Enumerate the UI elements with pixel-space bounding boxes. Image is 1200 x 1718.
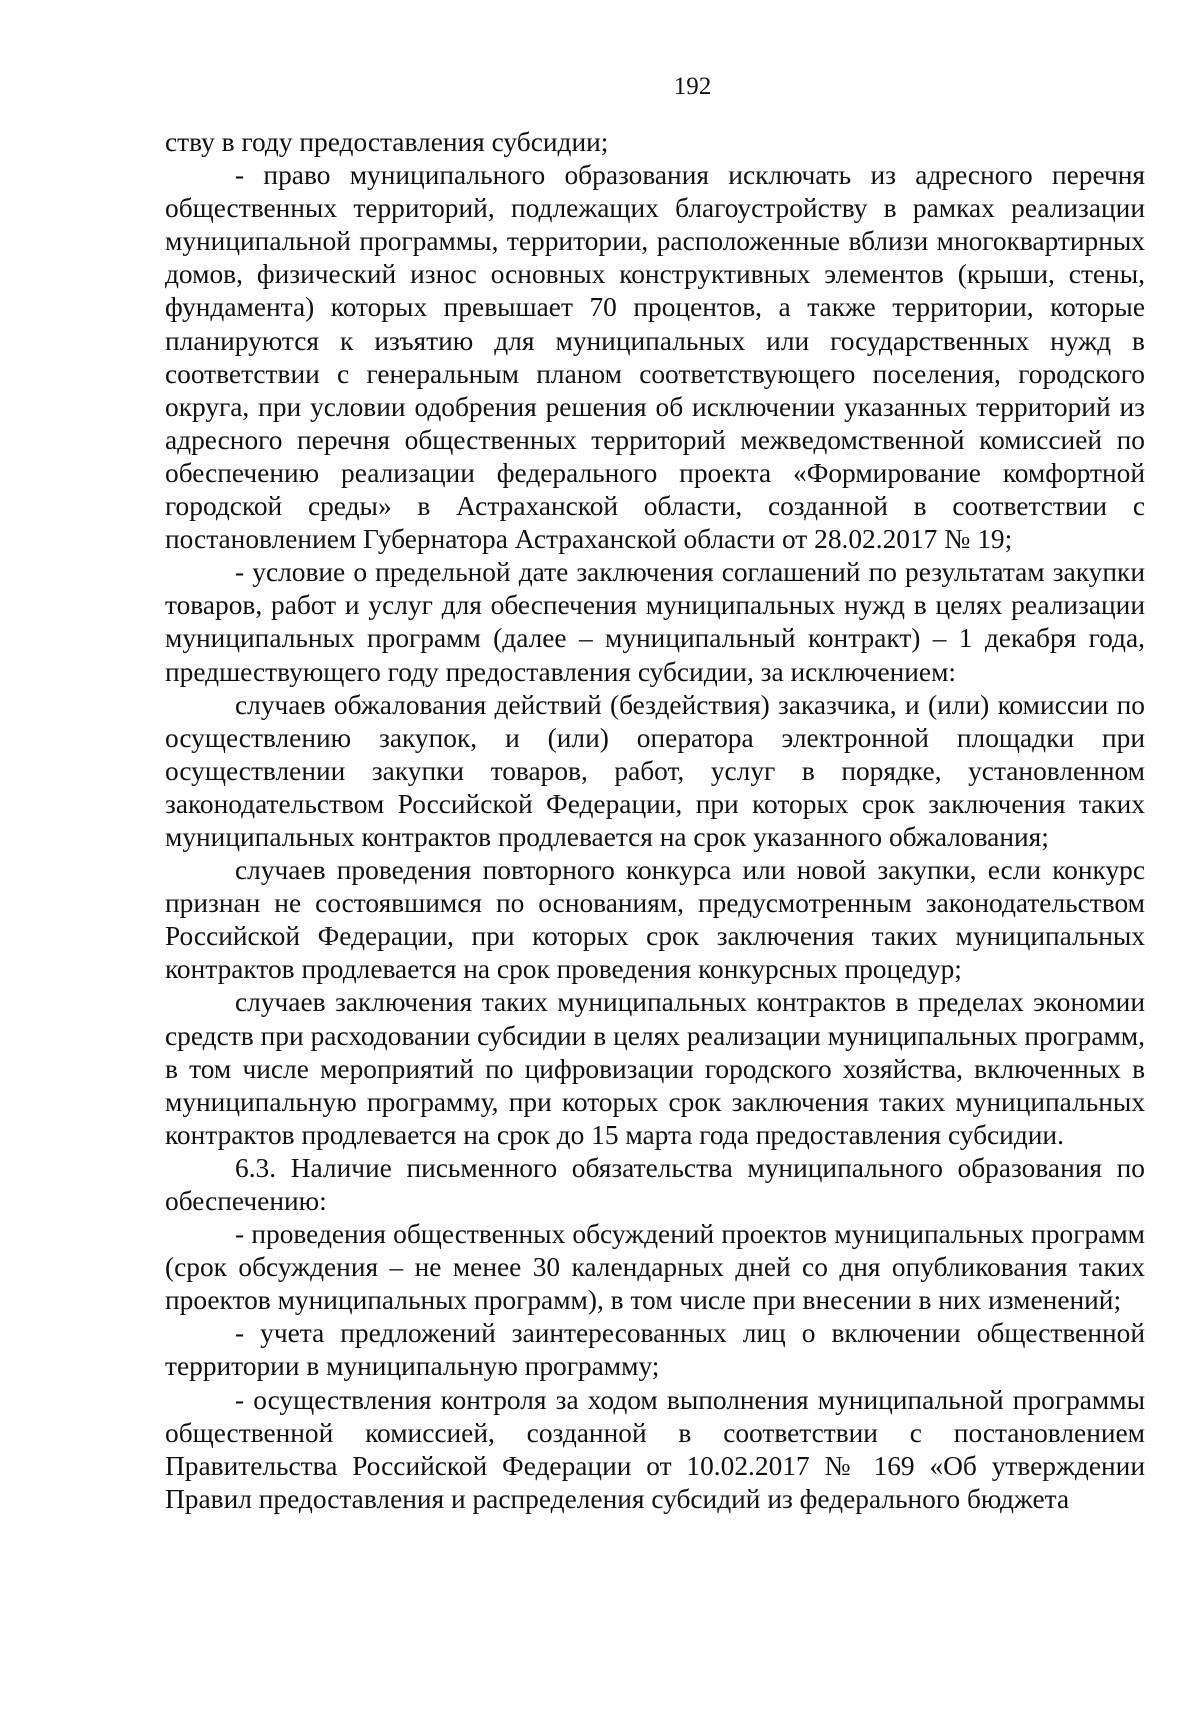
paragraph-1: ству в году предоставления субсидии; [165, 127, 609, 157]
paragraph-8: - проведения общественных обсуждений проектов муниципальных программ (срок обсуждения – не менее 30 календарных дней со дня опубликования таких проектов муниципальных программ), в том числе при внесении в них изменений; [165, 1219, 1145, 1316]
body-text [165, 126, 1145, 1516]
paragraph-3: - условие о предельной дате заключения соглашений по результатам закупки товаров, работ и услуг для обеспечения муниципальных нужд в целях реализации муниципальных программ (далее – муниципальный контракт) – 1 декабря года, предшествующего году предоставления субсидии, за исключением: [165, 557, 1145, 687]
paragraph-6: случаев заключения таких муниципальных контрактов в пределах экономии средств при расходовании субсидии в целях реализации муниципальных программ, в том числе мероприятий по цифровизации городского хозяйства, включенных в муниципальную программу, при которых срок заключения таких муниципальных контрактов продлевается на срок до 15 марта года предоставления субсидии. [165, 987, 1145, 1150]
paragraph-7: 6.3. Наличие письменного обязательства муниципального образования по обеспечению: [165, 1152, 1145, 1216]
paragraph-4: случаев обжалования действий (бездействия) заказчика, и (или) комиссии по осуществлению закупок, и (или) оператора электронной площадки при осуществлении закупки товаров, работ, услуг в порядке, установленном законодательством Российской Федерации, при которых срок заключения таких муниципальных контрактов продлевается на срок указанного обжалования; [165, 689, 1145, 852]
paragraph-10: - осуществления контроля за ходом выполнения муниципальной программы общественной комиссией, созданной в соответствии с постановлением Правительства Российской Федерации от 10.02.2017 № 169 «Об утверждении Правил предоставления и распределения субсидий из федерального бюджета [165, 1384, 1145, 1514]
paragraph-2: - право муниципального образования исключать из адресного перечня общественных территорий, подлежащих благоустройству в рамках реализации муниципальной программы, территории, расположенные вблизи многоквартирных домов, физический износ основных конструктивных элементов (крыши, стены, фундамента) которых превышает 70 процентов, а также территории, которые планируются к изъятию для муниципальных или государственных нужд в соответствии с генеральным планом соответствующего поселения, городского округа, при условии одобрения решения об исключении указанных территорий из адресного перечня общественных территорий межведомственной комиссией по обеспечению реализации федерального проекта «Формирование комфортной городской среды» в Астраханской области, созданной в соответствии с постановлением Губернатора Астраханской области от 28.02.2017 № 19; [165, 160, 1145, 555]
paragraph-9: - учета предложений заинтересованных лиц о включении общественной территории в муниципальную программу; [165, 1318, 1145, 1382]
page-number: 192 [673, 73, 712, 100]
paragraph-5: случаев проведения повторного конкурса или новой закупки, если конкурс признан не состоявшимся по основаниям, предусмотренным законодательством Российской Федерации, при которых срок заключения таких муниципальных контрактов продлевается на срок проведения конкурсных процедур; [165, 855, 1145, 985]
